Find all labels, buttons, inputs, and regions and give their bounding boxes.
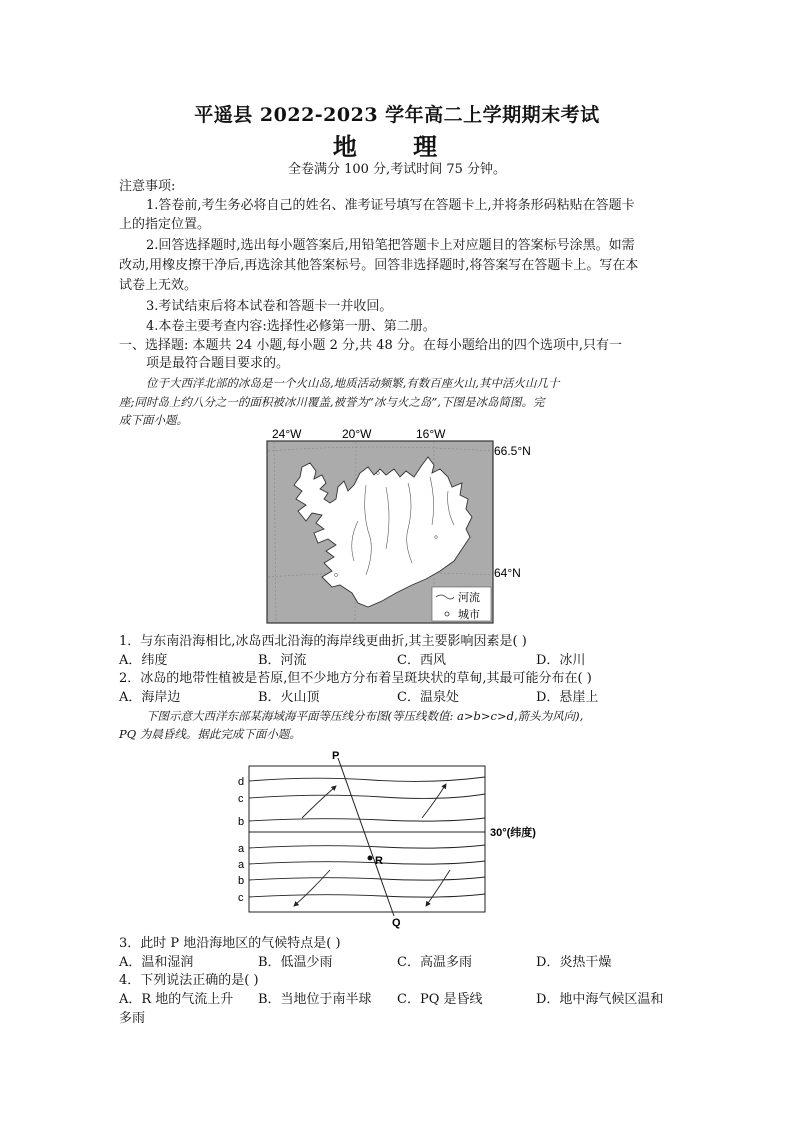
q2-option-d[interactable]: D．悬崖上 — [536, 690, 599, 705]
label-r: R — [375, 855, 383, 867]
passage1-a: 位于大西洋北部的冰岛是一个火山岛,地质活动频繁,有数百座火山,其中活火山几十 — [146, 376, 560, 390]
label-q: Q — [392, 917, 401, 929]
label-p: P — [332, 750, 340, 762]
note-2c: 试卷上无效。 — [119, 278, 198, 293]
q3-option-b[interactable]: B．低温少雨 — [258, 955, 333, 970]
isobar-label-c-2: c — [238, 892, 244, 904]
note-3: 3.考试结束后将本试卷和答题卡一并收回。 — [146, 299, 393, 314]
notes-heading: 注意事项: — [119, 179, 176, 194]
q1-stem: 1．与东南沿海相比,冰岛西北沿海的海岸线更曲折,其主要影响因素是( ) — [119, 634, 527, 649]
q4-option-d[interactable]: D．地中海气候区温和 — [536, 992, 664, 1007]
isobar-diagram — [232, 746, 592, 930]
isobar-label-a-1: a — [238, 843, 245, 855]
exam-title: 平遥县 2022-2023 学年高二上学期期末考试 — [194, 104, 600, 126]
q3-option-a[interactable]: A．温和湿润 — [119, 955, 194, 970]
q4-options — [0, 990, 794, 1010]
note-1a: 1.答卷前,考生务必将自己的姓名、准考证号填写在答题卡上,并将条形码粘贴在答题卡 — [146, 198, 635, 213]
q4-option-a[interactable]: A．R 地的气流上升 — [119, 992, 234, 1007]
lon-label-24w: 24°W — [272, 427, 302, 441]
q4-option-d-continued: 多雨 — [119, 1011, 146, 1026]
lat-label-64n: 64°N — [494, 566, 521, 580]
lat-label-66n: 66.5°N — [494, 444, 531, 458]
q2-option-c[interactable]: C．温泉处 — [397, 690, 459, 705]
point-r — [368, 856, 373, 861]
isobar-label-c: c — [238, 793, 244, 805]
section-heading-a: 一、选择题: 本题共 24 小题,每小题 2 分,共 48 分。在每小题给出的四个选项中,只有一 — [119, 338, 623, 353]
lon-label-20w: 20°W — [342, 427, 372, 441]
passage2-a: 下图示意大西洋东部某海域海平面等压线分布图(等压线数值: a>b>c>d,箭头为风向), — [146, 709, 584, 723]
passage1-b: 座;同时岛上约八分之一的面积被冰川覆盖,被誉为“冰与火之岛”,下图是冰岛简图。完 — [119, 395, 545, 409]
note-2b: 改动,用橡皮擦干净后,再选涂其他答案标号。回答非选择题时,将答案写在答题卡上。写在本 — [119, 258, 639, 273]
legend-city-label: 城市 — [458, 609, 480, 621]
q3-option-c[interactable]: C．高温多雨 — [397, 955, 472, 970]
q3-stem: 3．此时 P 地沿海地区的气候特点是( ) — [119, 936, 341, 951]
iceland-map — [266, 425, 536, 625]
q1-options — [0, 651, 794, 671]
q1-option-b[interactable]: B．河流 — [258, 653, 307, 668]
legend-river-label: 河流 — [458, 592, 480, 604]
isobar-label-b-2: b — [238, 875, 245, 887]
passage1-c: 成下面小题。 — [119, 413, 188, 427]
isobar-label-a-2: a — [238, 859, 245, 871]
exam-info: 全卷满分 100 分,考试时间 75 分钟。 — [287, 162, 507, 177]
q2-options — [0, 688, 794, 708]
q4-stem: 4．下列说法正确的是( ) — [119, 973, 259, 988]
q1-option-c[interactable]: C．西风 — [397, 653, 446, 668]
q4-option-b[interactable]: B．当地位于南半球 — [258, 992, 372, 1007]
note-2a: 2.回答选择题时,选出每小题答案后,用铅笔把答题卡上对应题目的答案标号涂黑。如需 — [146, 238, 635, 253]
q2-option-a[interactable]: A．海岸边 — [119, 690, 181, 705]
q2-option-b[interactable]: B．火山顶 — [258, 690, 320, 705]
q4-option-c[interactable]: C．PQ 是昏线 — [397, 992, 483, 1007]
lon-label-16w: 16°W — [416, 427, 446, 441]
q1-option-a[interactable]: A．纬度 — [119, 653, 168, 668]
q3-option-d[interactable]: D．炎热干燥 — [536, 955, 612, 970]
note-4: 4.本卷主要考查内容:选择性必修第一册、第二册。 — [146, 319, 436, 334]
isobar-label-b: b — [238, 816, 245, 828]
q3-options — [0, 953, 794, 973]
city-legend-icon — [445, 612, 449, 616]
section-heading-b: 项是最符合题目要求的。 — [146, 356, 290, 371]
subject-title: 地 理 — [332, 132, 462, 161]
q2-stem: 2．冰岛的地带性植被是苔原,但不少地方分布着呈斑块状的草甸,其最可能分布在( ) — [119, 671, 592, 686]
isobar-label-d: d — [238, 776, 245, 788]
passage2-b: PQ 为晨昏线。据此完成下面小题。 — [119, 727, 301, 741]
latitude-label: 30°(纬度) — [490, 827, 536, 839]
note-1b: 上的指定位置。 — [119, 217, 211, 232]
q1-option-d[interactable]: D．冰川 — [536, 653, 586, 668]
